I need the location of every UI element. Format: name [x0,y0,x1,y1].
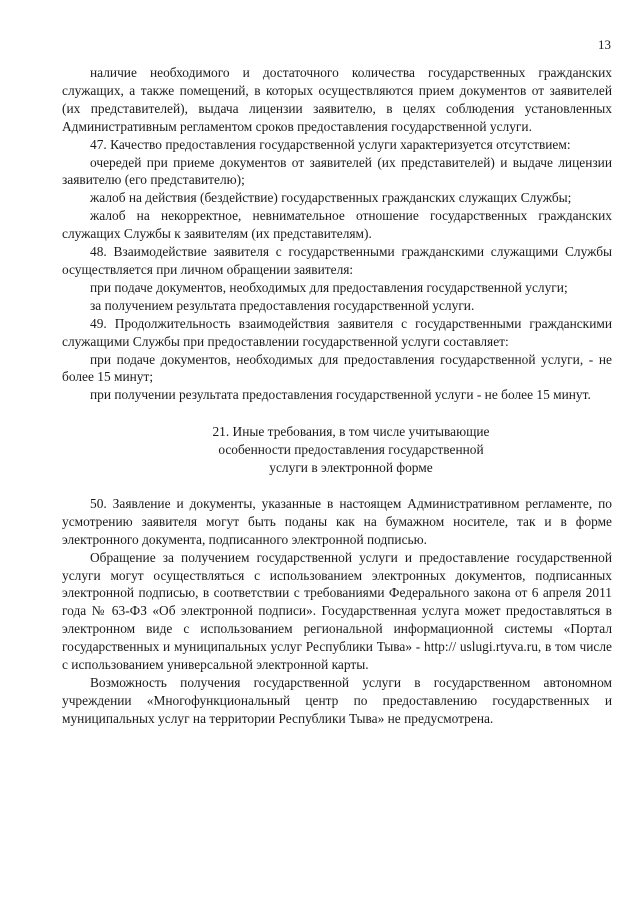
document-body [62,64,612,728]
section-heading [62,423,612,477]
paragraph-continuation: наличие необходимого и достаточного количества государственных гражданских служащих, а также помещений, в которых осуществляются прием документов от заявителей (их представителей), выдача лицензии заявителю, в целях соблюдения установленных Административным регламентом сроков предоставления государственной услуги. [62,65,612,134]
section-heading-line: 21. Иные требования, в том числе учитывающие [212,424,490,440]
paragraph-mfc-possibility: Возможность получения государственной услуги в государственном автономном учреждении «Многофункциональный центр по предоставлению государственных и муниципальных услуг на территории Республики Тыва» не предусмотрена. [62,675,612,726]
paragraph-item-47: 47. Качество предоставления государственной услуги характеризуется отсутствием: [90,136,571,152]
paragraph-item-48-submission: при подаче документов, необходимых для предоставления государственной услуги; [90,279,568,295]
paragraph-item-48-result: за получением результата предоставления государственной услуги. [90,297,475,313]
paragraph-item-50: 50. Заявление и документы, указанные в настоящем Административном регламенте, по усмотрению заявителя могут быть поданы как на бумажном носителе, так и в форме электронного документа, подписанного электронной подписью. [62,495,612,547]
paragraph-item-47-complaints-attitude: жалоб на некорректное, невнимательное отношение государственных гражданских служащих Службы к заявителям (их представителям). [62,208,612,242]
paragraph-item-47-complaints-actions: жалоб на действия (бездействие) государственных гражданских служащих Службы; [90,190,572,206]
page-number: 13 [598,37,611,52]
section-heading-line: особенности предоставления государственной [218,442,484,458]
paragraph-item-47-queues: очередей при приеме документов от заявителей (их представителей) и выдаче лицензии заявителю (его представителю); [62,154,612,188]
section-heading-line: услуги в электронной форме [269,460,433,476]
paragraph-item-49-submission: при подаче документов, необходимых для предоставления государственной услуги, - не более 15 минут; [62,351,612,385]
paragraph-electronic-documents: Обращение за получением государственной услуги и предоставление государственной услуги могут осуществляться с использованием электронных документов, подписанных электронной подписью, в соответствии с требованиями Федерального закона от 6 апреля 2011 года № 63-ФЗ «Об электронной подписи». Государственная услуга может предоставляться в электронном виде с использованием региональной информационной системы «Портал государственных и муниципальных услуг Республики Тыва» - http:// uslugi.rtyva.ru, в том числе с использованием универсальной электронной карты. [62,549,612,673]
paragraph-item-48: 48. Взаимодействие заявителя с государственными гражданскими служащими Службы осуществляется при личном обращении заявителя: [62,244,612,277]
paragraph-item-49: 49. Продолжительность взаимодействия заявителя с государственными гражданскими служащими Службы при предоставлении государственной услуги составляет: [62,315,612,349]
paragraph-item-49-result: при получении результата предоставления государственной услуги - не более 15 минут. [90,387,591,403]
